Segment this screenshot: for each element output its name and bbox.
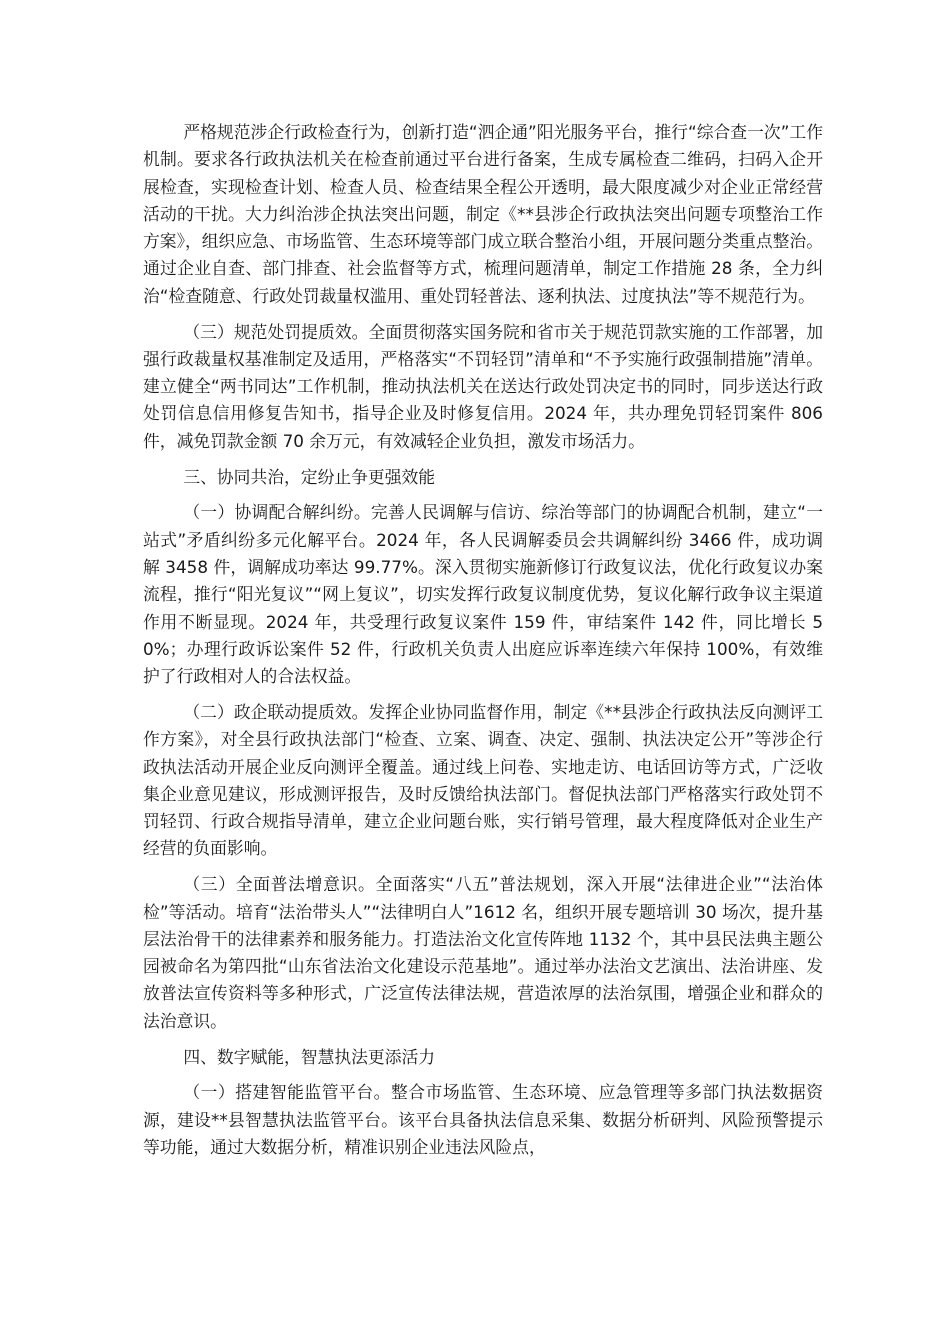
section-heading-collaborative-governance: 三、协同共治，定纷止争更强效能	[183, 466, 436, 487]
paragraph-government-enterprise-linkage: （二）政企联动提质效。发挥企业协同监督作用，制定《**县涉企行政执法反向测评工作方案》，对全县行政执法部门“检查、立案、调查、决定、强制、执法决定公开”等涉企行政执法活动开展企业反向测评全覆盖。通过线上问卷、实地走访、电话回访等方式，广泛收集企业意见建议，形成测评报告，及时反馈给执法部门。督促执法部门严格落实行政处罚不罚轻罚、行政合规指导清单，建立企业问题台账，实行销号管理，最大程度降低对企业生产经营的负面影响。	[143, 701, 823, 859]
paragraph-smart-supervision-platform: （一）搭建智能监管平台。整合市场监管、生态环境、应急管理等多部门执法数据资源，建设**县智慧执法监管平台。该平台具备执法信息采集、数据分析研判、风险预警提示等功能，通过大数据分析，精准识别企业违法风险点，	[143, 1082, 823, 1157]
paragraph-dispute-resolution: （一）协调配合解纠纷。完善人民调解与信访、综治等部门的协调配合机制，建立“一站式”矛盾纠纷多元化解平台。2024 年，各人民调解委员会共调解纠纷 3466 件，成功调解 3458 件，调解成功率达 99.77%。深入贯彻实施新修订行政复议法，优化行政复议办案流程，推行“阳光复议”“网上复议”，切实发挥行政复议制度优势，复议化解行政争议主渠道作用不断显现。2024 年，共受理行政复议案件 159 件，审结案件 142 件，同比增长 50%；办理行政诉讼案件 52 件，行政机关负责人出庭应诉率连续六年保持 100%，有效维护了行政相对人的合法权益。	[143, 502, 823, 687]
document-page	[143, 119, 823, 1170]
paragraph-inspection-reform: 严格规范涉企行政检查行为，创新打造“泗企通”阳光服务平台，推行“综合查一次”工作机制。要求各行政执法机关在检查前通过平台进行备案，生成专属检查二维码，扫码入企开展检查，实现检查计划、检查人员、检查结果全程公开透明，最大限度减少对企业正常经营活动的干扰。大力纠治涉企执法突出问题，制定《**县涉企行政执法突出问题专项整治工作方案》，组织应急、市场监管、生态环境等部门成立联合整治小组，开展问题分类重点整治。通过企业自查、部门排查、社会监督等方式，梳理问题清单，制定工作措施 28 条，全力纠治“检查随意、行政处罚裁量权滥用、重处罚轻普法、逐利执法、过度执法”等不规范行为。	[143, 122, 823, 306]
paragraph-penalty-standardization: （三）规范处罚提质效。全面贯彻落实国务院和省市关于规范罚款实施的工作部署，加强行政裁量权基准制定及适用，严格落实“不罚轻罚”清单和“不予实施行政强制措施”清单。建立健全“两书同达”工作机制，推动执法机关在送达行政处罚决定书的同时，同步送达行政处罚信息信用修复告知书，指导企业及时修复信用。2024 年，共办理免罚轻罚案件 806 件，减免罚款金额 70 余万元，有效减轻企业负担，激发市场活力。	[143, 321, 823, 451]
paragraph-legal-education: （三）全面普法增意识。全面落实“八五”普法规划，深入开展“法律进企业”“法治体检”等活动。培育“法治带头人”“法律明白人”1612 名，组织开展专题培训 30 场次，提升基层法治骨干的法律素养和服务能力。打造法治文化宣传阵地 1132 个，其中县民法典主题公园被命名为第四批“山东省法治文化建设示范基地”。通过举办法治文艺演出、法治讲座、发放普法宣传资料等多种形式，广泛宣传法律法规，营造浓厚的法治氛围，增强企业和群众的法治意识。	[143, 874, 823, 1031]
section-heading-digital-empowerment: 四、数字赋能，智慧执法更添活力	[183, 1046, 436, 1067]
